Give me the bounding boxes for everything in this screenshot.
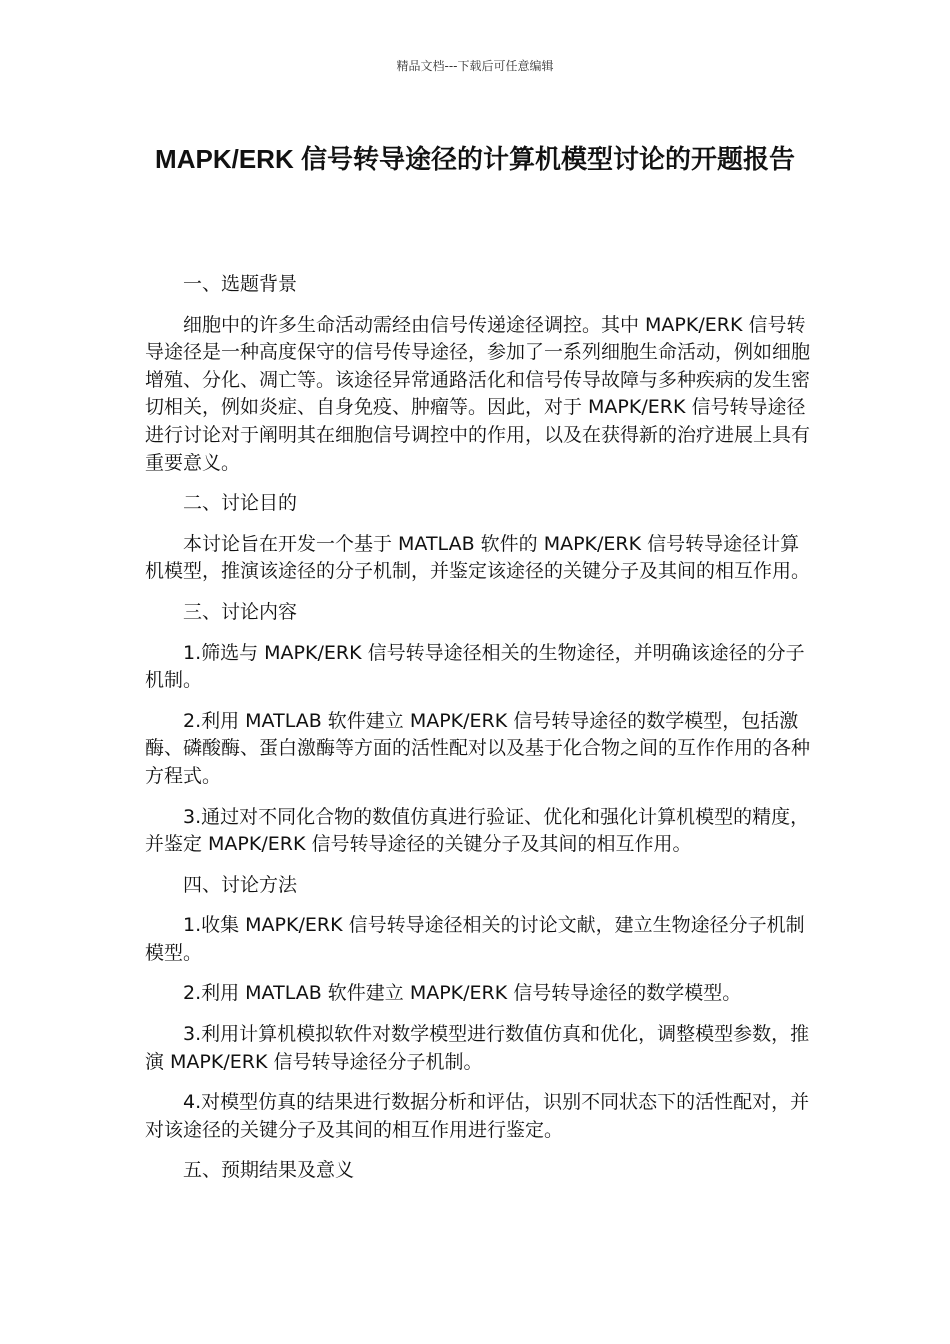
document-title: MAPK/ERK 信号转导途径的计算机模型讨论的开题报告 — [155, 144, 795, 174]
paragraph-purpose: 本讨论旨在开发一个基于 MATLAB 软件的 MAPK/ERK 信号转导途径计算机模型，推演该途径的分子机制，并鉴定该途径的关键分子及其间的相互作用。 — [145, 532, 811, 583]
section-heading-content: 三、讨论内容 — [183, 600, 298, 623]
section-heading-purpose: 二、讨论目的 — [183, 492, 298, 515]
method-item-1: 1.收集 MAPK/ERK 信号转导途径相关的讨论文献，建立生物途径分子机制模型。 — [145, 914, 805, 964]
section-heading-background: 一、选题背景 — [183, 273, 298, 295]
section-heading-expected-results: 五、预期结果及意义 — [183, 1159, 355, 1182]
method-item-3: 3.利用计算机模拟软件对数学模型进行数值仿真和优化，调整模型参数，推演 MAPK/ERK 信号转导途径分子机制。 — [145, 1023, 810, 1073]
method-item-4: 4.对模型仿真的结果进行数据分析和评估，识别不同状态下的活性配对，并对该途径的关键分子及其间的相互作用进行鉴定。 — [145, 1091, 810, 1141]
content-item-2: 2.利用 MATLAB 软件建立 MAPK/ERK 信号转导途径的数学模型，包括激酶、磷酸酶、蛋白激酶等方面的活性配对以及基于化合物之间的互作作用的各种方程式。 — [145, 709, 811, 787]
header-note: 精品文档---下载后可任意编辑 — [396, 59, 554, 73]
content-item-3: 3.通过对不同化合物的数值仿真进行验证、优化和强化计算机模型的精度，并鉴定 MAPK/ERK 信号转导途径的关键分子及其间的相互作用。 — [145, 805, 810, 856]
method-item-2: 2.利用 MATLAB 软件建立 MAPK/ERK 信号转导途径的数学模型。 — [183, 982, 742, 1005]
paragraph-background: 细胞中的许多生命活动需经由信号传递途径调控。其中 MAPK/ERK 信号转导途径是一种高度保守的信号传导途径，参加了一系列细胞生命活动，例如细胞增殖、分化、凋亡等。该途径异常通路活化和信号传导故障与多种疾病的发生密切相关，例如炎症、自身免疫、肿瘤等。因此，对于 MAPK/ERK 信号转导途径进行讨论对于阐明其在细胞信号调控中的作用，以及在获得新的治疗进展上具有重要意义。 — [145, 313, 811, 474]
document-body — [145, 271, 810, 1198]
section-heading-methods: 四、讨论方法 — [183, 873, 298, 896]
content-item-1: 1.筛选与 MAPK/ERK 信号转导途径相关的生物途径，并明确该途径的分子机制。 — [145, 641, 805, 692]
